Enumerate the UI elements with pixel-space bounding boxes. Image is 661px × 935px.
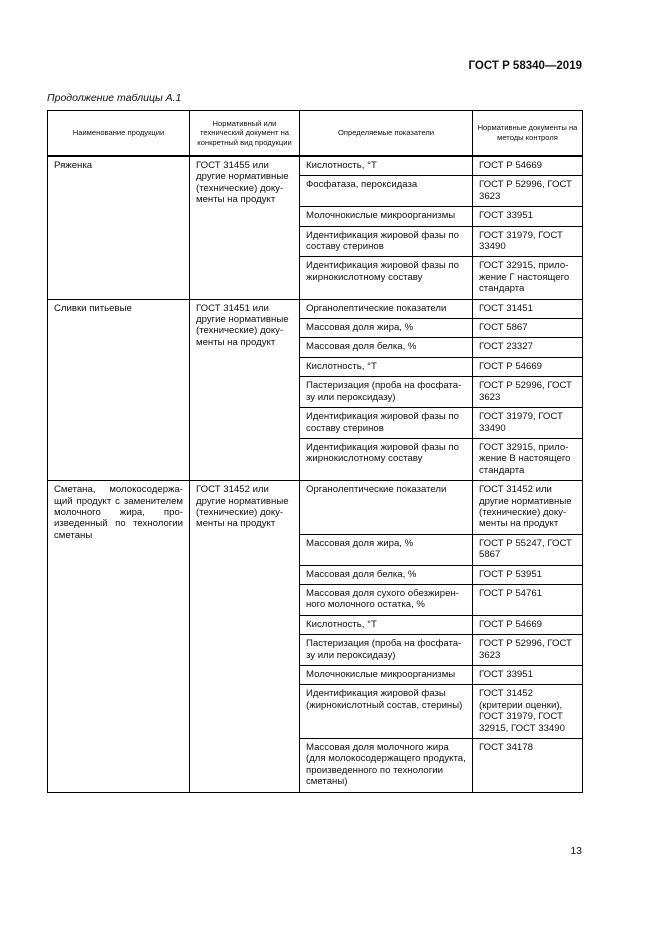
indicator-cell: Органолептические показатели: [300, 481, 473, 535]
method-document-cell: ГОСТ 34178: [473, 739, 583, 793]
method-document-cell: ГОСТ Р 53951: [473, 565, 583, 584]
method-document-cell: ГОСТ 32915, приложение Г настоящего стандарта: [473, 257, 583, 299]
method-document-cell: ГОСТ Р 55247, ГОСТ 5867: [473, 534, 583, 565]
method-document-cell: ГОСТ 31452 (критерии оценки), ГОСТ 31979, ГОСТ 32915, ГОСТ 33490: [473, 685, 583, 739]
method-document-cell: ГОСТ Р 52996, ГОСТ 3623: [473, 635, 583, 666]
product-document-cell: ГОСТ 31451 или другие нормативные (технические) документы на продукт: [190, 299, 300, 480]
indicator-cell: Массовая доля белка, %: [300, 565, 473, 584]
product-name-cell: Ряженка: [48, 156, 190, 299]
indicator-cell: Пастеризация (проба на фосфатазу или пероксидазу): [300, 377, 473, 408]
table-body: [48, 156, 583, 792]
requirements-table: [47, 110, 583, 793]
method-document-cell: ГОСТ Р 52996, ГОСТ 3623: [473, 176, 583, 207]
table-caption: Продолжение таблицы А.1: [47, 92, 182, 104]
indicator-cell: Идентификация жировой фазы по жирнокислотному составу: [300, 438, 473, 480]
table-row: [48, 299, 583, 318]
method-document-cell: ГОСТ Р 52996, ГОСТ 3623: [473, 377, 583, 408]
indicator-cell: Идентификация жировой фазы по составу стеринов: [300, 408, 473, 439]
method-document-cell: ГОСТ 31451: [473, 299, 583, 318]
column-header-methods: Нормативные документы на методы контроля: [473, 111, 583, 157]
indicator-cell: Пастеризация (проба на фосфатазу или пероксидазу): [300, 635, 473, 666]
indicator-cell: Органолептические показатели: [300, 299, 473, 318]
column-header-product: Наименование продукции: [48, 111, 190, 157]
indicator-cell: Идентификация жировой фазы по жирнокислотному составу: [300, 257, 473, 299]
product-document-cell: ГОСТ 31455 или другие нормативные (технические) документы на продукт: [190, 156, 300, 299]
indicator-cell: Молочнокислые микроорганизмы: [300, 207, 473, 226]
table-row: [48, 481, 583, 535]
indicator-cell: Идентификация жировой фазы по составу стеринов: [300, 226, 473, 257]
method-document-cell: ГОСТ 31979, ГОСТ 33490: [473, 408, 583, 439]
method-document-cell: ГОСТ Р 54669: [473, 156, 583, 176]
product-name-cell: Сметана, молокосодержащий продукт с заменителем молочного жира, произведенный по технологии сметаны: [48, 481, 190, 793]
indicator-cell: Фосфатаза, пероксидаза: [300, 176, 473, 207]
method-document-cell: ГОСТ 23327: [473, 338, 583, 357]
method-document-cell: ГОСТ Р 54761: [473, 584, 583, 615]
product-name-cell: Сливки питьевые: [48, 299, 190, 480]
table-row: [48, 156, 583, 176]
indicator-cell: Массовая доля сухого обезжиренного молочного остатка, %: [300, 584, 473, 615]
method-document-cell: ГОСТ 33951: [473, 207, 583, 226]
method-document-cell: ГОСТ 33951: [473, 666, 583, 685]
method-document-cell: ГОСТ 31452 или другие нормативные (технические) документы на продукт: [473, 481, 583, 535]
indicator-cell: Кислотность, °Т: [300, 357, 473, 376]
indicator-cell: Массовая доля белка, %: [300, 338, 473, 357]
indicator-cell: Массовая доля жира, %: [300, 319, 473, 338]
indicator-cell: Массовая доля жира, %: [300, 534, 473, 565]
table-header-row: [48, 111, 583, 157]
indicator-cell: Кислотность, °Т: [300, 156, 473, 176]
column-header-indicators: Определяемые показатели: [300, 111, 473, 157]
product-document-cell: ГОСТ 31452 или другие нормативные (технические) документы на продукт: [190, 481, 300, 793]
method-document-cell: ГОСТ 32915, приложение В настоящего стандарта: [473, 438, 583, 480]
column-header-document: Нормативный или технический документ на конкретный вид продукции: [190, 111, 300, 157]
indicator-cell: Молочнокислые микроорганизмы: [300, 666, 473, 685]
indicator-cell: Массовая доля молочного жира (для молокосодержащего продукта, произведенного по технологии сметаны): [300, 739, 473, 793]
method-document-cell: ГОСТ Р 54669: [473, 357, 583, 376]
method-document-cell: ГОСТ 31979, ГОСТ 33490: [473, 226, 583, 257]
method-document-cell: ГОСТ 5867: [473, 319, 583, 338]
method-document-cell: ГОСТ Р 54669: [473, 615, 583, 634]
document-code: ГОСТ Р 58340—2019: [468, 60, 582, 72]
indicator-cell: Кислотность, °Т: [300, 615, 473, 634]
page-number: 13: [570, 845, 582, 857]
indicator-cell: Идентификация жировой фазы (жирнокислотный состав, стерины): [300, 685, 473, 739]
